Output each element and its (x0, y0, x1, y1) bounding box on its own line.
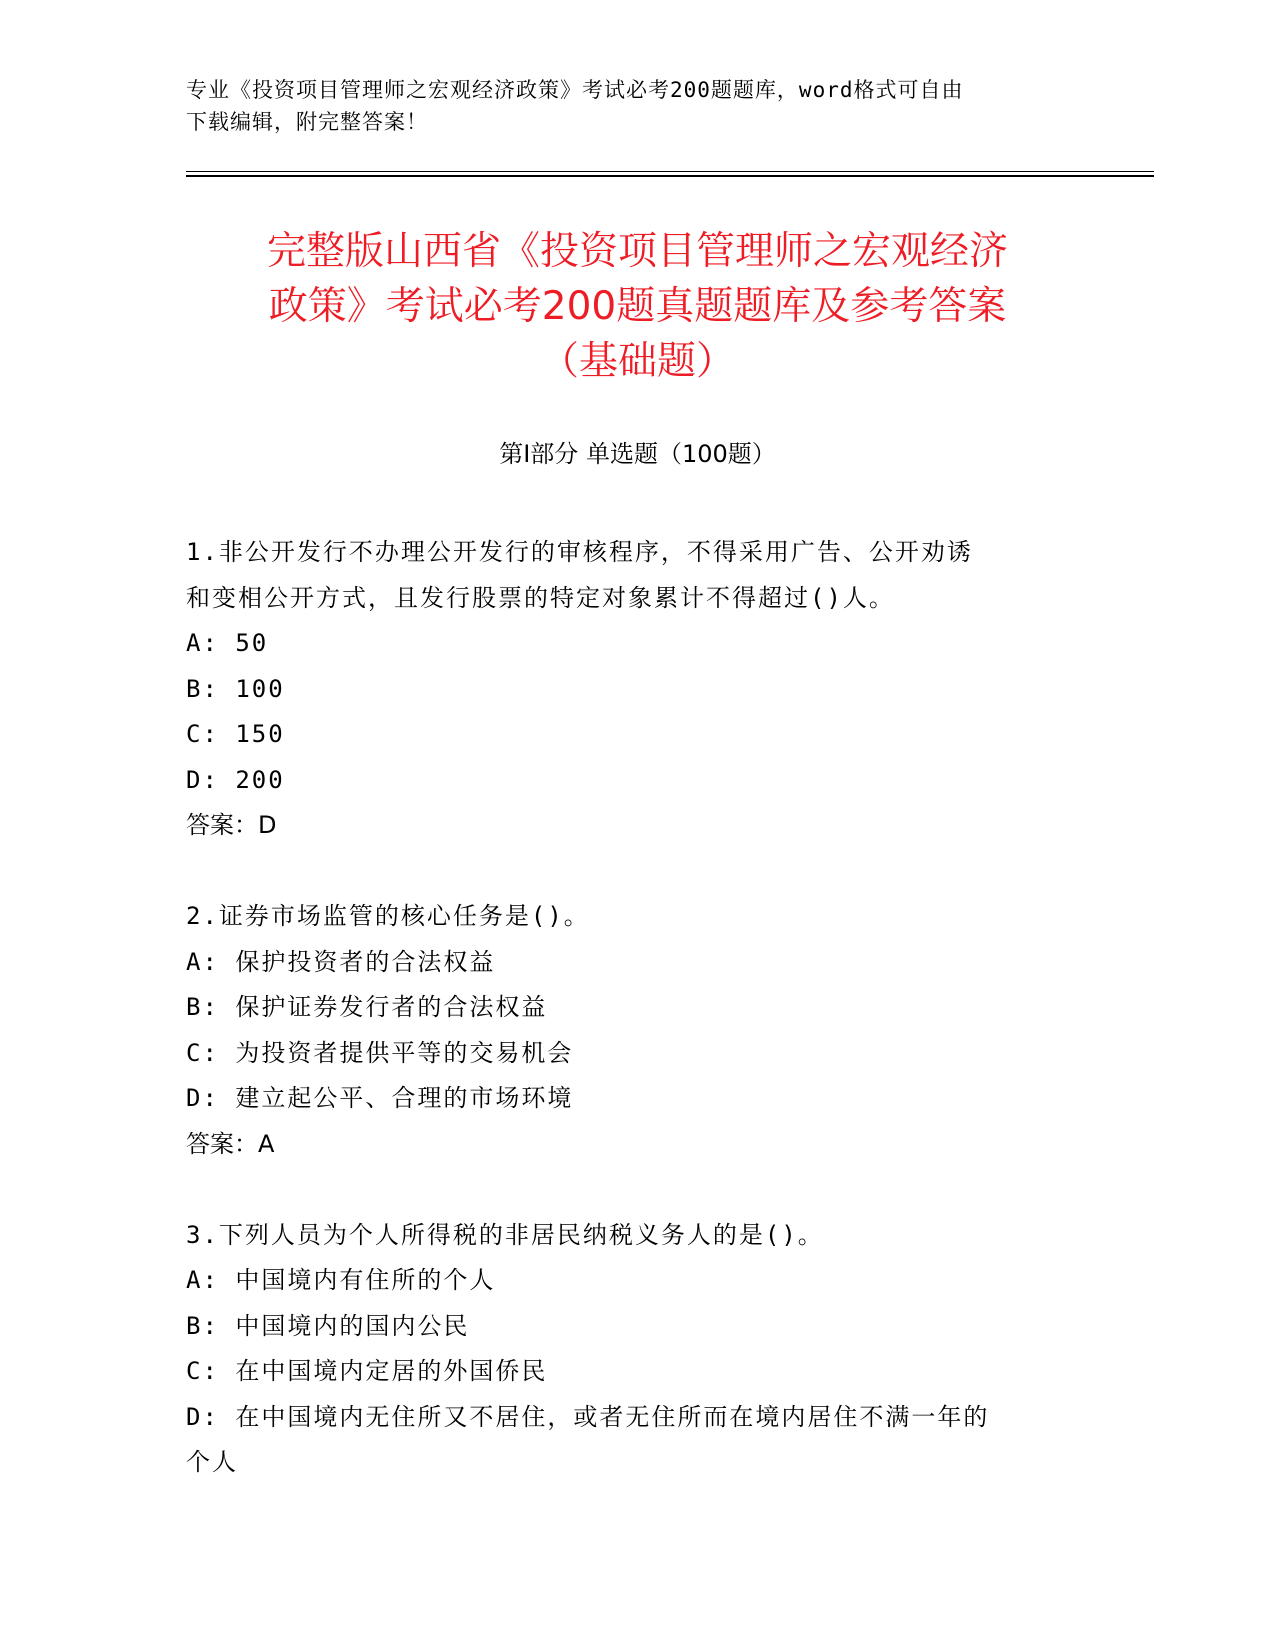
header-rule-bottom (186, 175, 1154, 177)
section-heading: 第Ⅰ部分 单选题（100题） (499, 440, 776, 468)
question-1-option-b: B: 100 (186, 674, 285, 703)
question-spacer (186, 1167, 1066, 1213)
question-2-answer: 答案：A (186, 1129, 275, 1158)
question-2-option-d: D: 建立起公平、合理的市场环境 (186, 1084, 574, 1112)
question-list (186, 530, 1066, 1486)
question-1-stem-line-2: 和变相公开方式，且发行股票的特定对象累计不得超过()人。 (186, 583, 895, 612)
question-1-option-a: A: 50 (186, 629, 269, 657)
header-note-line-1: 专业《投资项目管理师之宏观经济政策》考试必考200题题库，word格式可自由 (186, 78, 964, 102)
question-spacer (186, 849, 1066, 895)
question-1-answer: 答案：D (186, 811, 277, 839)
question-3-option-a: A: 中国境内有住所的个人 (186, 1266, 496, 1294)
question-3-option-c: C: 在中国境内定居的外国侨民 (186, 1357, 548, 1385)
question-2-option-b: B: 保护证券发行者的合法权益 (186, 993, 548, 1021)
title-line-3: （基础题） (539, 339, 735, 384)
question-1-option-d: D: 200 (186, 765, 285, 794)
question-1-option-c: C: 150 (186, 720, 285, 748)
question-2-option-a: A: 保护投资者的合法权益 (186, 947, 496, 976)
question-2-stem-line-1: 2.证券市场监管的核心任务是()。 (186, 902, 590, 930)
title-line-1: 完整版山西省《投资项目管理师之宏观经济 (266, 229, 1008, 274)
question-3-option-b: B: 中国境内的国内公民 (186, 1311, 470, 1340)
question-2 (186, 894, 1066, 1167)
document-title (186, 224, 1089, 389)
question-3-option-d-line-1: D: 在中国境内无住所又不居住，或者无住所而在境内居住不满一年的 (186, 1402, 990, 1431)
question-1-stem-line-1: 1.非公开发行不办理公开发行的审核程序，不得采用广告、公开劝诱 (186, 538, 973, 566)
question-1 (186, 530, 1066, 849)
header-note-line-2: 下载编辑，附完整答案！ (186, 110, 428, 134)
question-3 (186, 1213, 1066, 1486)
header-rule-top (186, 171, 1154, 172)
title-line-2: 政策》考试必考200题真题题库及参考答案 (268, 284, 1007, 329)
header-note (186, 74, 1086, 138)
question-3-stem-line-1: 3.下列人员为个人所得税的非居民纳税义务人的是()。 (186, 1220, 824, 1249)
question-2-option-c: C: 为投资者提供平等的交易机会 (186, 1038, 574, 1067)
question-3-option-d-line-2: 个人 (186, 1448, 238, 1476)
